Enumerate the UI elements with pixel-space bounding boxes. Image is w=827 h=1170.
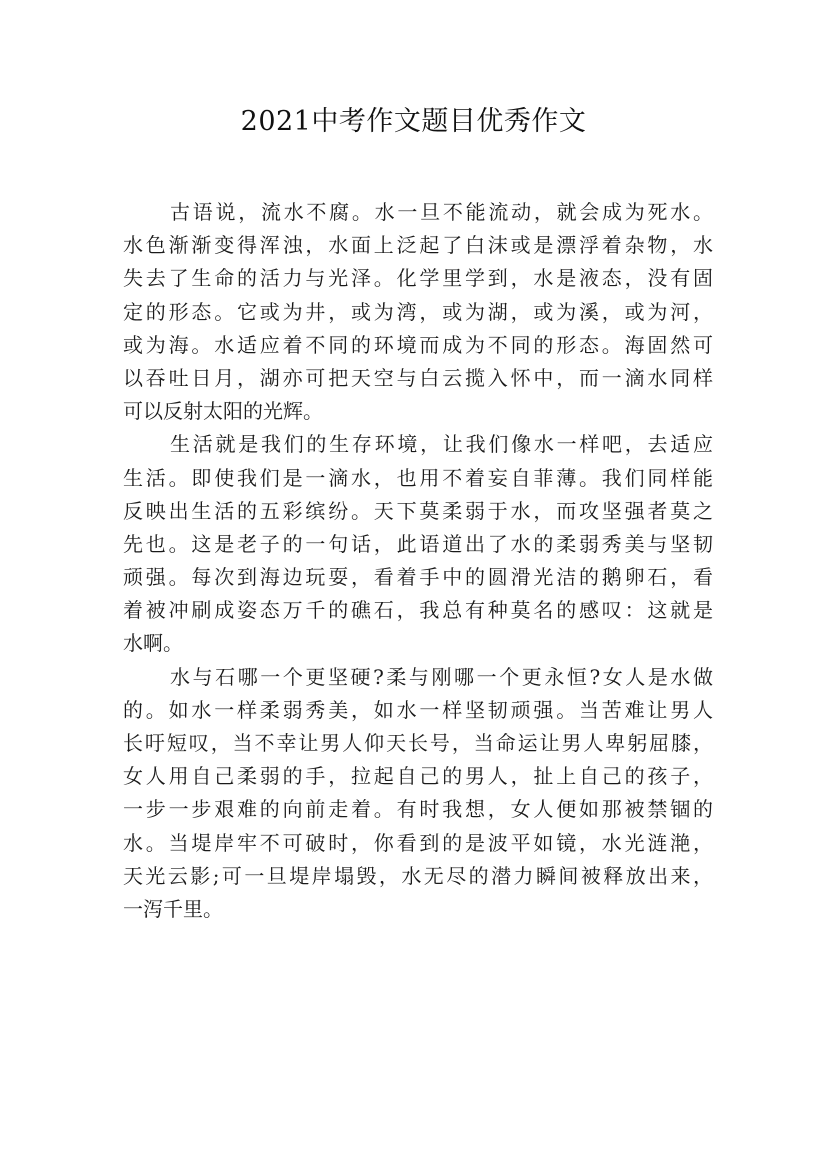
paragraph-line: 生活。即使我们是一滴水，也用不着妄自菲薄。我们同样能 [123, 465, 713, 490]
paragraph-line: 古语说，流水不腐。水一旦不能流动，就会成为死水。 [170, 200, 713, 224]
paragraph-line: 水与石哪一个更坚硬?柔与刚哪一个更永恒?女人是水做 [170, 664, 713, 689]
paragraph-line: 以吞吐日月，湖亦可把天空与白云揽入怀中，而一滴水同样 [123, 365, 713, 390]
paragraph-line: 失去了生命的活力与光泽。化学里学到，水是液态，没有固 [123, 266, 713, 291]
paragraph-line: 定的形态。它或为井，或为湾，或为湖，或为溪，或为河， [123, 299, 713, 324]
paragraph-line: 水。当堤岸牢不可破时，你看到的是波平如镜，水光涟滟， [123, 830, 713, 855]
paragraph-line: 女人用自己柔弱的手，拉起自己的男人，扯上自己的孩子， [123, 764, 713, 789]
paragraph-line: 一泻千里。 [123, 896, 223, 921]
paragraph-line: 生活就是我们的生存环境，让我们像水一样吧，去适应 [170, 432, 713, 457]
paragraph-line: 着被冲刷成姿态万千的礁石，我总有种莫名的感叹：这就是 [123, 598, 713, 623]
paragraph-line: 或为海。水适应着不同的环境而成为不同的形态。海固然可 [123, 332, 713, 357]
paragraph-line: 水啊。 [123, 631, 183, 656]
paragraph-line: 的。如水一样柔弱秀美，如水一样坚韧顽强。当苦难让男人 [123, 697, 713, 722]
paragraph [123, 661, 713, 927]
paragraph [123, 428, 713, 660]
paragraph-line: 可以反射太阳的光辉。 [123, 399, 323, 424]
paragraph [123, 196, 713, 428]
paragraph-line: 反映出生活的五彩缤纷。天下莫柔弱于水，而攻坚强者莫之 [123, 498, 713, 523]
paragraph-line: 先也。这是老子的一句话，此语道出了水的柔弱秀美与坚韧 [123, 531, 713, 556]
paragraph-line: 水色渐渐变得浑浊，水面上泛起了白沫或是漂浮着杂物，水 [123, 233, 713, 258]
document-title: 2021中考作文题目优秀作文 [240, 106, 587, 137]
paragraph-line: 长吁短叹，当不幸让男人仰天长号，当命运让男人卑躬屈膝， [123, 731, 713, 755]
paragraph-line: 天光云影;可一旦堤岸塌毁，水无尽的潜力瞬间被释放出来， [123, 863, 713, 888]
paragraph-line: 一步一步艰难的向前走着。有时我想，女人便如那被禁锢的 [123, 797, 713, 822]
paragraph-line: 顽强。每次到海边玩耍，看着手中的圆滑光洁的鹅卵石，看 [123, 565, 713, 590]
essay-body [123, 196, 713, 926]
